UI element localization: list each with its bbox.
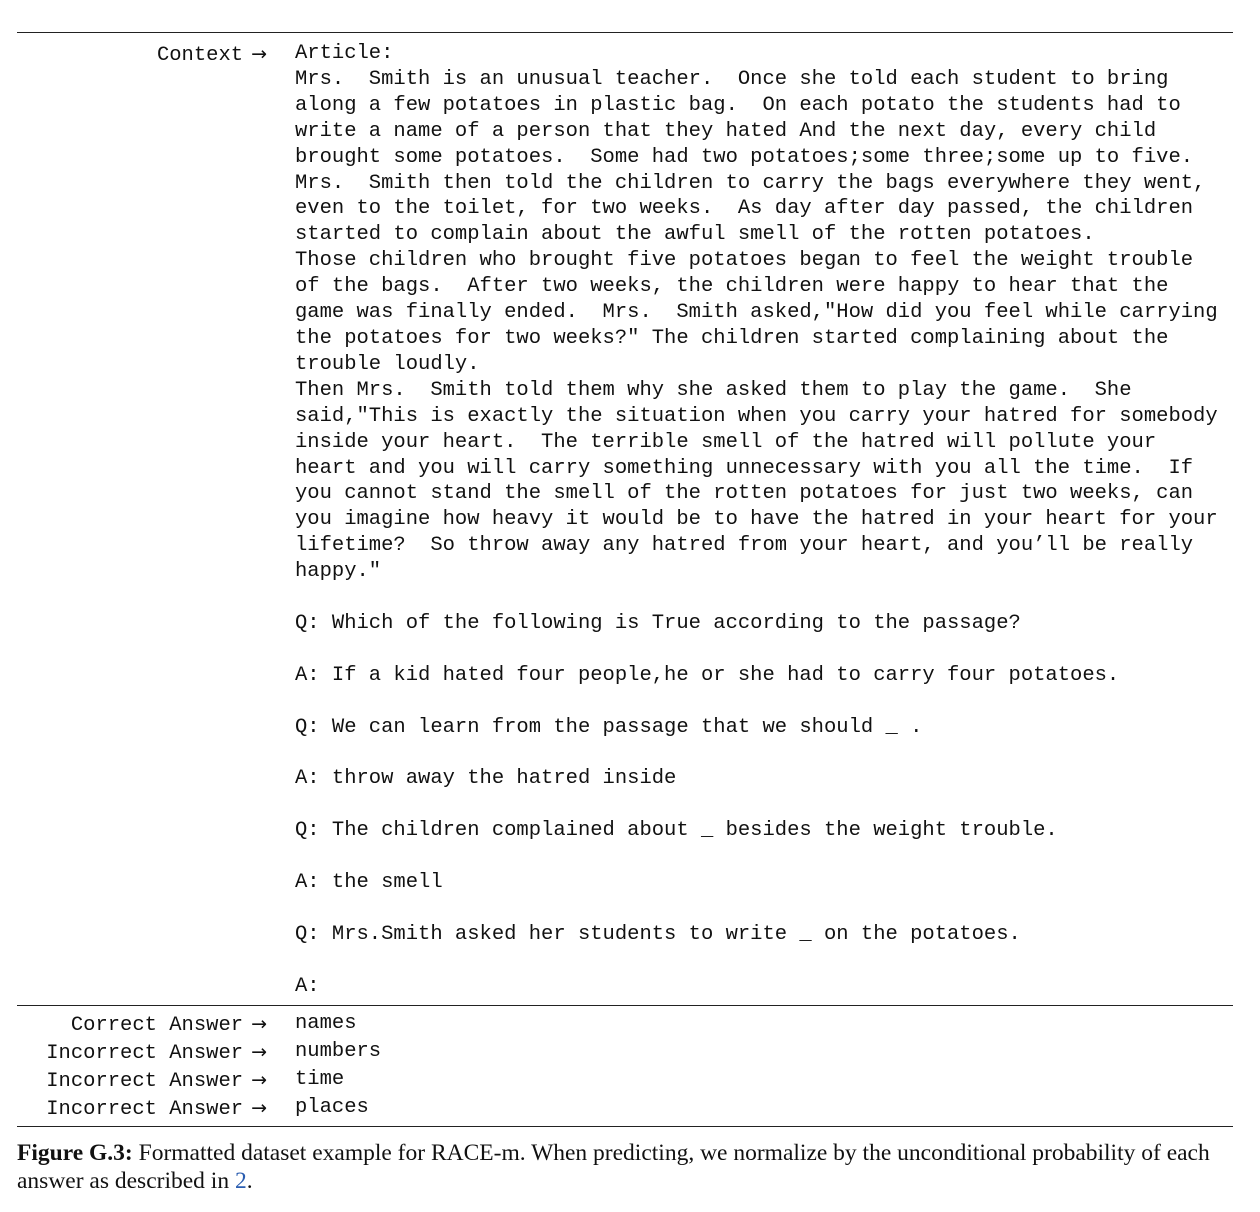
article-line: said,"This is exactly the situation when you carry your hatred for somebody: [295, 404, 1218, 428]
article-line: you imagine how heavy it would be to have the hatred in your heart for your: [295, 508, 1218, 532]
answer-value: time: [295, 1068, 345, 1092]
answer-label-text: Correct Answer: [70, 1014, 244, 1038]
article-line: write a name of a person that they hated And the next day, every child: [295, 119, 1157, 143]
article-line: Those children who brought five potatoes began to feel the weight trouble: [295, 249, 1194, 273]
question-line: Q: Mrs.Smith asked her students to write _ on the potatoes.: [295, 922, 1021, 946]
answer-label: [17, 1039, 267, 1067]
context-content: [295, 41, 1233, 999]
caption-end: .: [246, 1168, 253, 1194]
article-line: brought some potatoes. Some had two potatoes;some three;some up to five.: [295, 145, 1194, 169]
answer-row: [17, 1095, 1233, 1123]
context-row: [17, 33, 1233, 1005]
article-line: Then Mrs. Smith told them why she asked them to play the game. She: [295, 378, 1132, 402]
answer-label-text: Incorrect Answer: [46, 1070, 244, 1094]
right-arrow-icon: →: [251, 43, 267, 65]
answer-value: places: [295, 1096, 369, 1120]
answer-value: numbers: [295, 1040, 382, 1064]
answers-list: [17, 1006, 1233, 1126]
article-line: the potatoes for two weeks?" The children started complaining about the: [295, 326, 1169, 350]
article-line: inside your heart. The terrible smell of the hatred will pollute your: [295, 430, 1157, 454]
caption-section-ref[interactable]: 2: [234, 1168, 247, 1194]
answer-line: A: throw away the hatred inside: [295, 767, 677, 791]
qa-list: [295, 611, 1233, 999]
right-arrow-icon: →: [251, 1069, 267, 1092]
question-line: Q: The children complained about _ besides the weight trouble.: [295, 819, 1058, 843]
article-line: lifetime? So throw away any hatred from your heart, and you’ll be really: [295, 534, 1194, 558]
context-label: [17, 41, 267, 69]
right-arrow-icon: →: [251, 1041, 267, 1064]
question-line: Q: Which of the following is True according to the passage?: [295, 611, 1021, 635]
answer-row: [17, 1067, 1233, 1095]
caption-text: Formatted dataset example for RACE-m. When predicting, we normalize by the unconditional probability of each answer as described in: [17, 1140, 1210, 1194]
article-line: Mrs. Smith is an unusual teacher. Once she told each student to bring: [295, 67, 1169, 91]
answer-row: [17, 1039, 1233, 1067]
article-line: along a few potatoes in plastic bag. On each potato the students had to: [295, 93, 1181, 117]
caption-figure-label: Figure G.3:: [17, 1140, 133, 1166]
article-heading: Article:: [295, 42, 394, 65]
answer-label-text: Incorrect Answer: [46, 1098, 244, 1122]
article-line: of the bags. After two weeks, the children were happy to hear that the: [295, 275, 1169, 299]
figure-caption: [17, 1139, 1239, 1195]
answer-label-text: Incorrect Answer: [46, 1042, 244, 1066]
context-label-text: Context: [156, 44, 244, 67]
answer-label: [17, 1067, 267, 1095]
question-line: Q: We can learn from the passage that we should _ .: [295, 715, 923, 739]
article-line: started to complain about the awful smell of the rotten potatoes.: [295, 223, 1095, 247]
article-line: heart and you will carry something unnecessary with you all the time. If: [295, 456, 1194, 480]
bottom-rule: [17, 1126, 1233, 1127]
article-line: Mrs. Smith then told the children to carry the bags everywhere they went,: [295, 171, 1206, 195]
answer-row: [17, 1011, 1233, 1039]
article-line: even to the toilet, for two weeks. As day after day passed, the children: [295, 197, 1194, 221]
figure-table: [17, 32, 1233, 1127]
answer-line: A: If a kid hated four people,he or she had to carry four potatoes.: [295, 663, 1120, 687]
article-line: happy.": [295, 560, 382, 584]
answer-label: [17, 1011, 267, 1039]
article-line: game was finally ended. Mrs. Smith asked,"How did you feel while carrying: [295, 301, 1218, 325]
right-arrow-icon: →: [251, 1097, 267, 1120]
answer-value: names: [295, 1012, 357, 1036]
article-line: trouble loudly.: [295, 352, 480, 376]
right-arrow-icon: →: [251, 1013, 267, 1036]
article-line: you cannot stand the smell of the rotten potatoes for just two weeks, can: [295, 482, 1194, 506]
answer-line: A:: [295, 974, 320, 998]
answer-line: A: the smell: [295, 870, 443, 894]
answer-label: [17, 1095, 267, 1123]
article-body: [295, 67, 1233, 585]
